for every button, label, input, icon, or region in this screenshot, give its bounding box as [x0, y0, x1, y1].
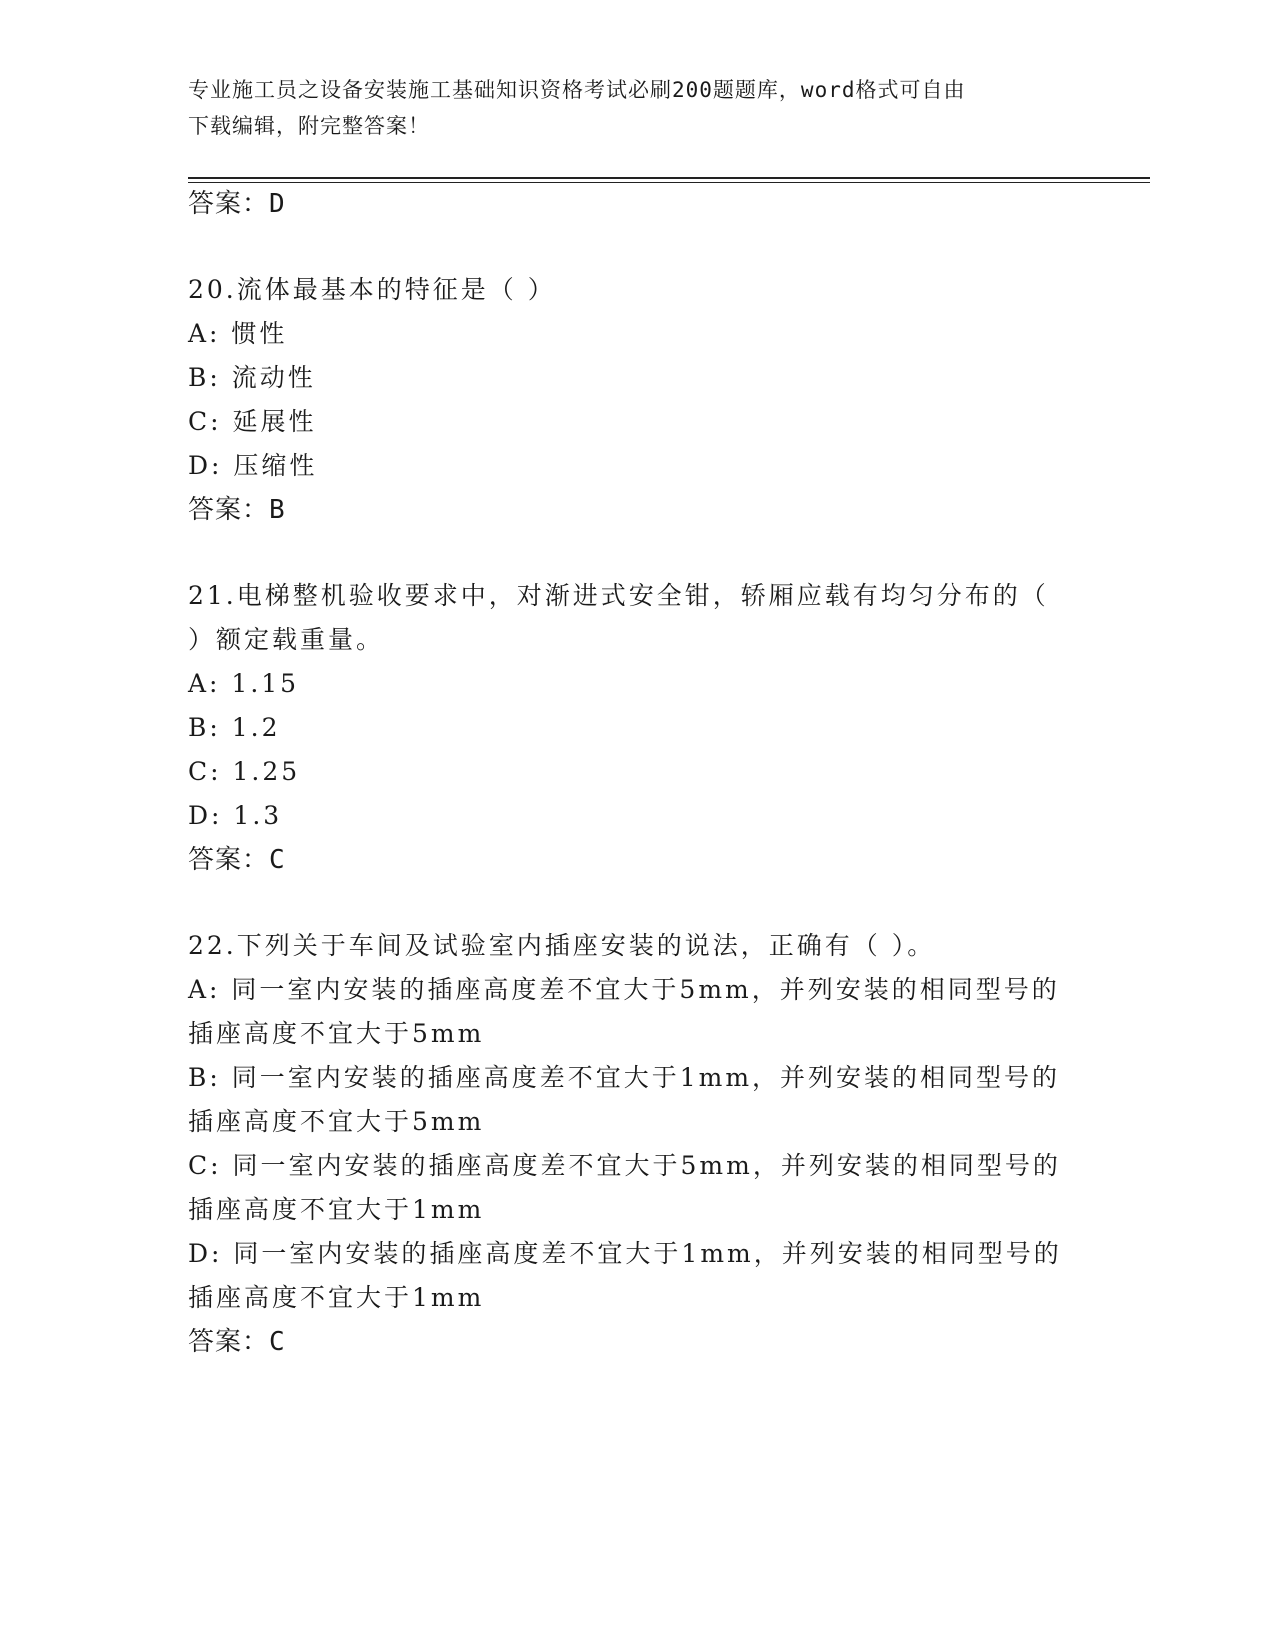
header-line-2: 下载编辑，附完整答案！ — [188, 114, 430, 138]
prev-answer: 答案：D — [188, 189, 286, 219]
q21-option-d: D: 1.3 — [188, 801, 283, 830]
header-divider — [188, 177, 1150, 179]
q21-option-b: B: 1.2 — [188, 713, 281, 742]
header-line-1: 专业施工员之设备安装施工基础知识资格考试必刷200题题库，word格式可自由 — [188, 78, 966, 102]
q22-option-b-line-2: 插座高度不宜大于5mm — [188, 1107, 485, 1136]
q20-option-d: D: 压缩性 — [188, 451, 318, 480]
q22-question: 22.下列关于车间及试验室内插座安装的说法，正确有（ ）。 — [188, 931, 936, 960]
q20-option-c: C: 延展性 — [188, 407, 317, 436]
q22-option-a-line-2: 插座高度不宜大于5mm — [188, 1019, 485, 1048]
q22-option-d-line-2: 插座高度不宜大于1mm — [188, 1283, 485, 1312]
q22-option-d-line-1: D: 同一室内安装的插座高度差不宜大于1mm，并列安装的相同型号的 — [188, 1239, 1062, 1268]
q20-option-b: B: 流动性 — [188, 363, 316, 392]
document-header — [188, 72, 1088, 144]
q21-option-a: A: 1.15 — [188, 669, 300, 698]
q20-answer: 答案：B — [188, 495, 286, 525]
q22-option-b-line-1: B: 同一室内安装的插座高度差不宜大于1mm，并列安装的相同型号的 — [188, 1063, 1061, 1092]
q22-answer: 答案：C — [188, 1327, 286, 1357]
q21-option-c: C: 1.25 — [188, 757, 301, 786]
q22-option-a-line-1: A: 同一室内安装的插座高度差不宜大于5mm，并列安装的相同型号的 — [188, 975, 1060, 1004]
q22-option-c-line-1: C: 同一室内安装的插座高度差不宜大于5mm，并列安装的相同型号的 — [188, 1151, 1061, 1180]
q22-option-c-line-2: 插座高度不宜大于1mm — [188, 1195, 485, 1224]
header-divider-thin — [188, 182, 1150, 183]
q21-question-line-2: ）额定载重量。 — [188, 625, 385, 654]
q21-answer: 答案：C — [188, 845, 286, 875]
q20-question: 20.流体最基本的特征是（ ） — [188, 275, 556, 304]
q20-option-a: A: 惯性 — [188, 319, 288, 348]
q21-question-line-1: 21.电梯整机验收要求中，对渐进式安全钳，轿厢应载有均匀分布的（ — [188, 581, 1049, 610]
